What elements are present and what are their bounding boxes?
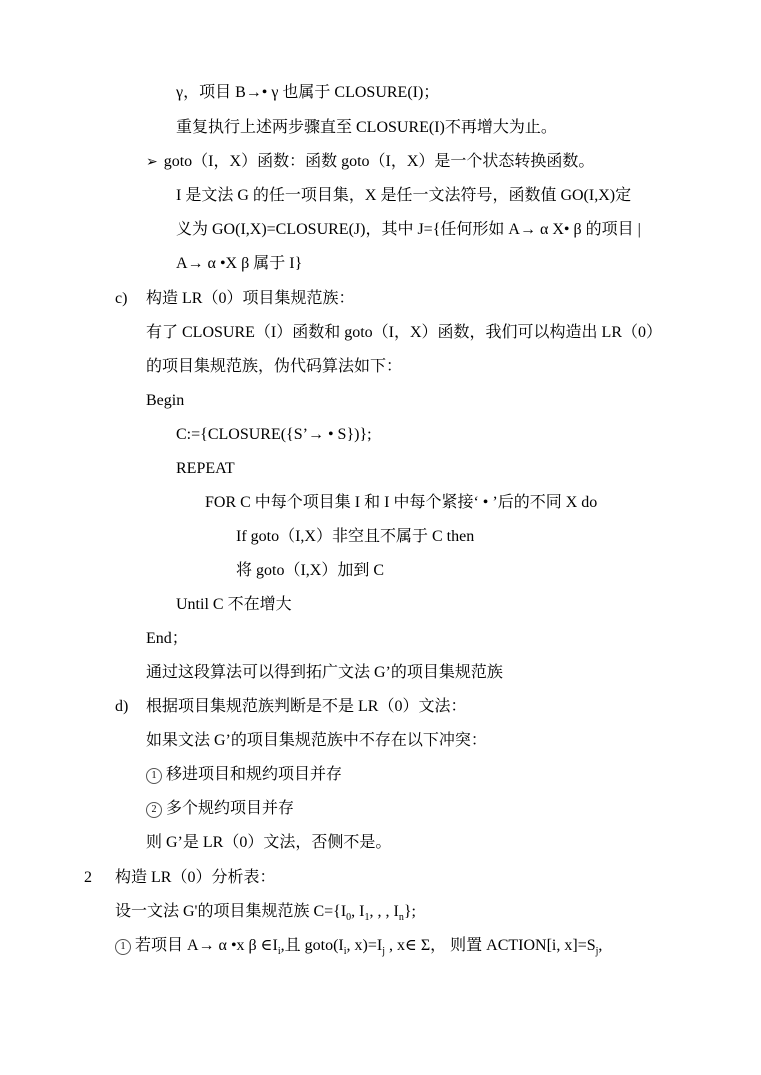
text-run: }; — [403, 903, 416, 920]
subscript: i — [343, 946, 347, 958]
text-run: , x∈ Σ， 则置 ACTION[i, x]=S — [385, 937, 596, 954]
bullet-item — [146, 152, 594, 173]
text-line: γ，项目 B→• γ 也属于 CLOSURE(I)； — [176, 84, 440, 101]
text-run: , , , I — [369, 903, 399, 920]
text-line: 的项目集规范族，伪代码算法如下： — [146, 358, 403, 375]
code-line: Until C 不在增大 — [176, 596, 292, 613]
text-line: 多个规约项目并存 — [166, 800, 295, 817]
text-line: 移进项目和规约项目并存 — [166, 766, 343, 783]
text-line: 有了 CLOSURE（I）函数和 goto（I，X）函数，我们可以构造出 LR（0） — [146, 324, 663, 341]
subscript: n — [398, 912, 404, 924]
text-line: goto（I，X）函数：函数 goto（I，X）是一个状态转换函数。 — [163, 153, 595, 170]
code-line: 将 goto（I,X）加到 C — [236, 562, 385, 579]
numbered-item — [146, 799, 294, 819]
text-run: 设一文法 G'的项目集规范族 C={I — [115, 903, 347, 920]
circled-number: 1 — [115, 939, 131, 955]
list-marker: 2 — [84, 869, 92, 886]
text-line: 通过这段算法可以得到拓广文法 G’的项目集规范族 — [146, 664, 503, 681]
code-line: End； — [146, 630, 188, 647]
arrow-bullet-icon: ➢ — [146, 155, 158, 170]
text-run: , I — [351, 903, 365, 920]
subscript: 1 — [364, 912, 370, 924]
code-line: REPEAT — [176, 460, 235, 477]
section-heading: 根据项目集规范族判断是不是 LR（0）文法： — [146, 698, 467, 715]
circled-number: 2 — [146, 802, 162, 818]
text-line: I 是文法 G 的任一项目集，X 是任一文法符号，函数值 GO(I,X)定 — [176, 187, 632, 204]
text-run: , x)=I — [346, 937, 383, 954]
code-line: Begin — [146, 392, 185, 409]
text-run: ,且 goto(I — [280, 937, 344, 954]
list-marker: d) — [115, 698, 129, 715]
numbered-item — [146, 765, 342, 785]
section-heading: 构造 LR（0）分析表： — [115, 869, 276, 886]
subscript: i — [277, 946, 281, 958]
subscript: j — [382, 946, 385, 958]
list-marker: c) — [115, 290, 128, 307]
text-line: 重复执行上述两步骤直至 CLOSURE(I)不再增大为止。 — [176, 119, 557, 136]
text-line: 则 G’是 LR（0）文法，否侧不是。 — [146, 834, 392, 851]
subscript: j — [595, 946, 599, 958]
text-line: 义为 GO(I,X)=CLOSURE(J)，其中 J={任何形如 A→ α X• β 的项目 | — [176, 221, 641, 238]
code-line: C:={CLOSURE({S’→ • S})}; — [176, 426, 372, 443]
text-run: , — [598, 937, 603, 954]
text-line: A→ α •X β 属于 I} — [176, 255, 303, 272]
text-line: 如果文法 G’的项目集规范族中不存在以下冲突： — [146, 732, 487, 749]
code-line: FOR C 中每个项目集 I 和 I 中每个紧接‘ • ’后的不同 X do — [205, 494, 598, 511]
numbered-item — [115, 936, 602, 956]
section-heading: 构造 LR（0）项目集规范族： — [146, 290, 355, 307]
subscript: 0 — [346, 912, 352, 924]
text-run: 若项目 A→ α •x β ∈I — [135, 937, 278, 954]
text-line — [115, 902, 416, 922]
circled-number: 1 — [146, 768, 162, 784]
code-line: If goto（I,X）非空且不属于 C then — [236, 528, 475, 545]
